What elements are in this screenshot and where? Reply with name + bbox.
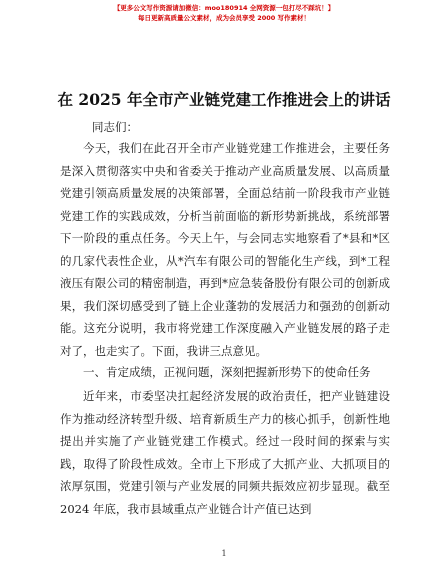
section-paragraph: 近年来，市委坚决扛起经济发展的政治责任，把产业链建设作为推动经济转型升级、培育新质生产力的核心抓手，创新性地提出并实施了产业链党建工作模式。经过一段时间的探索与实践，取得了阶段性成效。全市上下形成了大抓产业、大抓项目的浓厚氛围，党建引领与产业发展的同频共振效应初步显现。截至 2024 年底，我市县域重点产业链合计产值已达到 bbox=[60, 389, 390, 516]
promo-banner-line-1: 【更多公文写作资源请加微信：moo180914 全网资源一包打尽不踩坑！】 bbox=[113, 4, 335, 12]
section-heading: 一、肯定成绩，正视问题，深刻把握新形势下的使命任务 bbox=[83, 365, 371, 379]
document-title: 在 2025 年全市产业链党建工作推进会上的讲话 bbox=[57, 90, 391, 109]
page-number: 1 bbox=[221, 549, 227, 558]
promo-banner-line-2: 每日更新高质量公文素材，成为会员享受 2000 写作素材！ bbox=[137, 14, 311, 22]
salutation: 同志们： bbox=[92, 120, 138, 134]
intro-paragraph: 今天，我们在此召开全市产业链党建工作推进会，主要任务是深入贯彻落实中央和省委关于推动产业高质量发展、以高质量党建引领高质量发展的决策部署，全面总结前一阶段我市产业链党建工作的实践成效，分析当前面临的新形势新挑战，系统部署下一阶段的重点任务。今天上午，与会同志实地察看了*县和*区的几家代表性企业，从*汽车有限公司的智能化生产线，到*工程液压有限公司的精密制造，再到*应急装备股份有限公司的创新成果，我们深切感受到了链上企业蓬勃的发展活力和强劲的创新动能。这充分说明，我市将党建工作深度融入产业链发展的路子走对了，也走实了。下面，我讲三点意见。 bbox=[60, 141, 390, 358]
